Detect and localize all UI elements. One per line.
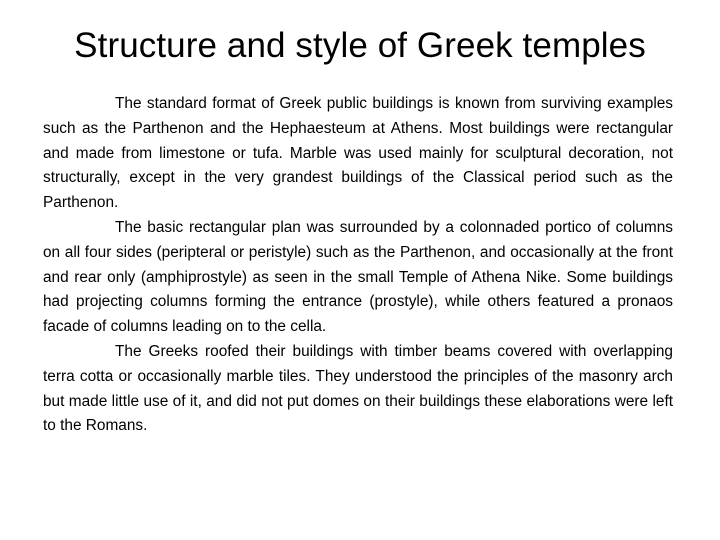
slide-body	[43, 92, 673, 439]
slide-title: Structure and style of Greek temples	[74, 26, 646, 65]
paragraph-standard-format: The standard format of Greek public buildings is known from surviving examples such as the Parthenon and the Hephaesteum at Athens. Most buildings were rectangular and made from limestone or tufa. Marble was used mainly for sculptural decoration, not structurally, except in the very grandest buildings of the Classical period such as the Parthenon.	[43, 95, 673, 212]
paragraph-rectangular-plan: The basic rectangular plan was surrounded by a colonnaded portico of columns on all four sides (peripteral or peristyle) such as the Parthenon, and occasionally at the front and rear only (amphiprostyle) as seen in the small Temple of Athena Nike. Some buildings had projecting columns forming the entrance (prostyle), while others featured a pronaos facade of columns leading on to the cella.	[43, 218, 673, 336]
paragraph-roofing: The Greeks roofed their buildings with timber beams covered with overlapping terra cotta or occasionally marble tiles. They understood the principles of the masonry arch but made little use of it, and did not put domes on their buildings these elaborations were left to the Romans.	[43, 342, 673, 435]
